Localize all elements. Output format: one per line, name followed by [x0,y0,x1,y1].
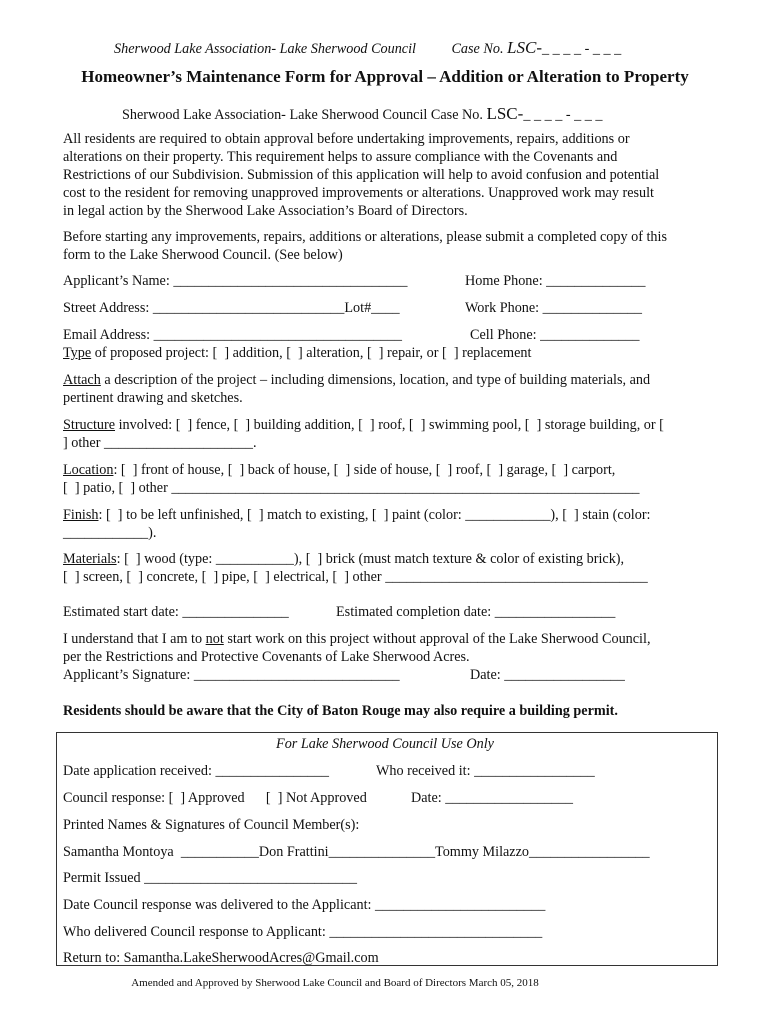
member-signature-line[interactable]: ___________ [173,844,259,860]
location-label: Location [63,462,114,478]
applicant-name-field[interactable]: Applicant’s Name: _________________________________ [63,273,408,289]
header-case-blanks: _ _ _ _ - _ _ _ [542,41,622,57]
location-row-2[interactable]: [ ] patio, [ ] other __________________________________________________________________ [63,480,640,496]
member-don-frattini: Don Frattini [258,844,329,860]
project-type-row[interactable] [63,344,531,362]
subheader-association: Sherwood Lake Association- Lake Sherwood Council Case No. [122,107,487,123]
header-association: Sherwood Lake Association- Lake Sherwood Council [114,41,416,57]
understand-text-2: start work on this project without approval of the Lake Sherwood Council, [223,631,651,647]
materials-row-2[interactable]: [ ] screen, [ ] concrete, [ ] pipe, [ ] electrical, [ ] other _____________________________________ [63,569,648,585]
subheader-case-blanks: _ _ _ _ - _ _ _ [523,107,603,123]
before-line: form to the Lake Sherwood Council. (See below) [63,247,343,263]
return-to-email: Return to: Samantha.LakeSherwoodAcres@Gmail.com [63,950,379,966]
response-date-field[interactable]: Date: __________________ [411,790,573,806]
subheader-case-prefix: LSC- [486,104,524,123]
intro-line: Restrictions of our Subdivision. Submission of this application will help to avoid confusion and potential [63,167,660,183]
type-options[interactable]: of proposed project: [ ] addition, [ ] alteration, [ ] repair, or [ ] replacement [91,345,532,361]
who-received-field[interactable]: Who received it: _________________ [376,763,595,779]
council-response-field[interactable]: Council response: [ ] Approved [ ] Not Approved [63,790,367,806]
who-delivered-field[interactable]: Who delivered Council response to Applicant: ______________________________ [63,924,543,940]
understand-row-2: per the Restrictions and Protective Covenants of Lake Sherwood Acres. [63,649,470,665]
completion-date-field[interactable]: Estimated completion date: _________________ [336,604,616,620]
location-options[interactable]: : [ ] front of house, [ ] back of house, [ ] side of house, [ ] roof, [ ] garage, [ ] carport, [113,462,616,478]
member-samantha-montoya: Samantha Montoya [63,844,174,860]
structure-row-2[interactable]: ] other _____________________. [63,435,257,451]
header-case-label: Case No. [451,41,508,57]
structure-options[interactable]: involved: [ ] fence, [ ] building addition, [ ] roof, [ ] swimming pool, [ ] storage building, or [ [115,417,664,433]
understand-row [63,630,651,648]
type-label: Type [63,345,92,361]
before-line: Before starting any improvements, repairs, additions or alterations, please submit a completed copy of this [63,229,667,245]
attach-row-2: pertinent drawing and sketches. [63,390,243,406]
page-header [114,38,621,58]
council-members-label: Printed Names & Signatures of Council Member(s): [63,817,360,833]
location-row[interactable] [63,461,615,479]
finish-row-2[interactable]: ____________). [63,525,157,541]
member-signature-line[interactable]: _________________ [529,844,650,860]
delivered-date-field[interactable]: Date Council response was delivered to the Applicant: ________________________ [63,897,546,913]
intro-line: All residents are required to obtain approval before undertaking improvements, repairs, additions or [63,131,630,147]
council-box-heading: For Lake Sherwood Council Use Only [276,736,494,752]
header-case-prefix: LSC- [507,38,543,57]
applicant-signature-field[interactable]: Applicant’s Signature: _____________________________ [63,667,400,683]
structure-row[interactable] [63,416,664,434]
understand-not: not [205,631,224,647]
permit-issued-field[interactable]: Permit Issued ______________________________ [63,870,357,886]
work-phone-field[interactable]: Work Phone: ______________ [465,300,642,316]
sub-header [122,104,603,124]
home-phone-field[interactable]: Home Phone: ______________ [465,273,646,289]
member-signature-line[interactable]: _______________ [328,844,436,860]
form-title: Homeowner’s Maintenance Form for Approval – Addition or Alteration to Property [81,67,689,86]
intro-line: in legal action by the Sherwood Lake Association’s Board of Directors. [63,203,468,219]
materials-row[interactable] [63,550,624,568]
finish-row[interactable] [63,506,651,524]
date-received-field[interactable]: Date application received: ________________ [63,763,329,779]
finish-label: Finish [63,507,99,523]
permit-notice: Residents should be aware that the City of Baton Rouge may also require a building permit. [63,703,618,719]
signature-date-field[interactable]: Date: _________________ [470,667,625,683]
understand-text: I understand that I am to [63,631,206,647]
start-date-field[interactable]: Estimated start date: _______________ [63,604,289,620]
materials-label: Materials [63,551,117,567]
cell-phone-field[interactable]: Cell Phone: ______________ [470,327,640,343]
intro-line: alterations on their property. This requirement helps to assure compliance with the Covenants and [63,149,618,165]
street-address-field[interactable]: Street Address: ___________________________Lot#____ [63,300,400,316]
structure-label: Structure [63,417,116,433]
intro-line: cost to the resident for removing unapproved improvements or alterations. Unapproved work may result [63,185,654,201]
attach-text: a description of the project – including dimensions, location, and type of building materials, and [100,372,651,388]
attach-row [63,371,650,389]
attach-label: Attach [63,372,101,388]
page-footer: Amended and Approved by Sherwood Lake Council and Board of Directors March 05, 2018 [131,977,539,989]
member-tommy-milazzo: Tommy Milazzo [435,844,529,860]
materials-options[interactable]: : [ ] wood (type: ___________), [ ] brick (must match texture & color of existing brick), [116,551,625,567]
finish-options[interactable]: : [ ] to be left unfinished, [ ] match to existing, [ ] paint (color: ____________), [ ] stain (color: [98,507,651,523]
council-member-signatures[interactable] [63,843,650,861]
email-address-field[interactable]: Email Address: ___________________________________ [63,327,402,343]
